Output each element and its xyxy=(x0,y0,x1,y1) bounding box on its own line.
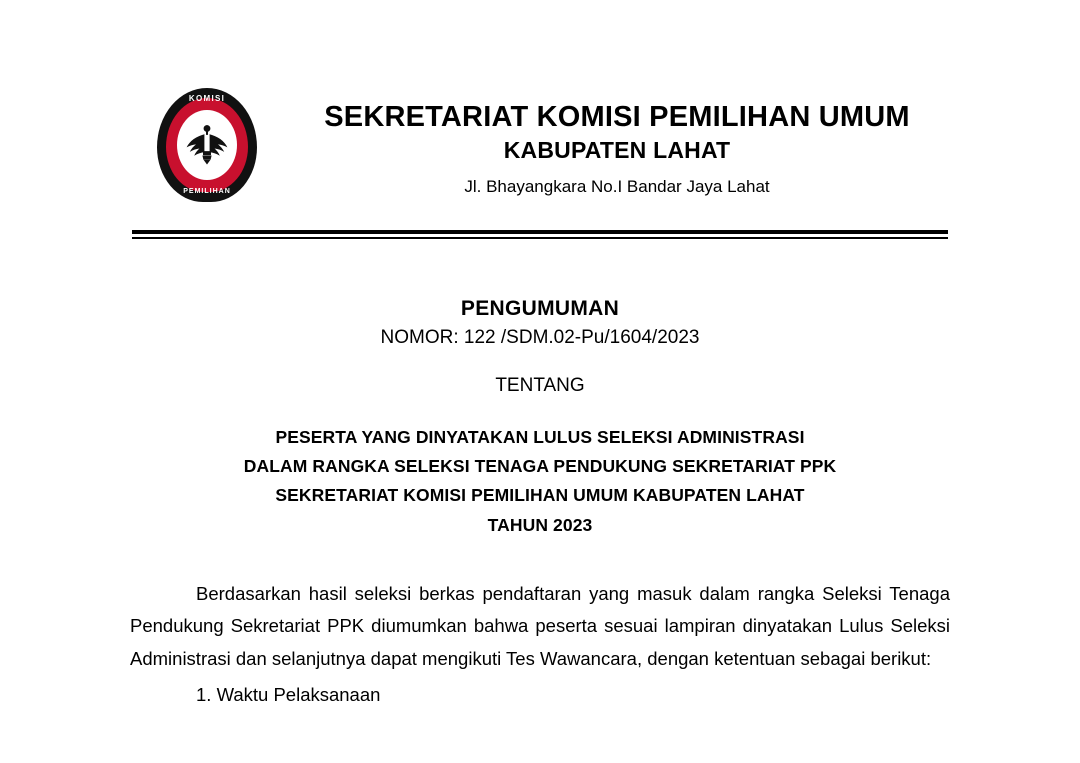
page-title: PENGUMUMAN xyxy=(460,296,620,320)
document-number: NOMOR: 122 /SDM.02-Pu/1604/2023 xyxy=(380,326,700,348)
body-paragraph: Berdasarkan hasil seleksi berkas pendaftaran yang masuk dalam rangka Seleksi Tenaga Pendukung Sekretariat PPK diumumkan bahwa peserta sesuai lampiran dinyatakan Lulus Seleksi Administrasi dan selanjutnya dapat mengikuti Tes Wawancara, dengan ketentuan sebagai berikut: xyxy=(130,583,950,669)
divider-thick-line xyxy=(132,230,948,234)
logo-bottom-text: PEMILIHAN xyxy=(183,188,231,195)
kpu-logo-icon xyxy=(157,88,257,202)
subject-block xyxy=(0,423,1080,541)
letterhead-divider xyxy=(132,230,948,239)
garuda-icon xyxy=(184,122,230,166)
divider-thin-line xyxy=(132,237,948,239)
letterhead-text xyxy=(282,88,1080,200)
organization-name: SEKRETARIAT KOMISI PEMILIHAN UMUM xyxy=(324,101,910,133)
subject-line-2: DALAM RANGKA SELEKSI TENAGA PENDUKUNG SEKRETARIAT PPK xyxy=(243,455,837,476)
list-item: 1. Waktu Pelaksanaan xyxy=(196,684,381,706)
announcement-title-block xyxy=(0,297,1080,541)
logo-container xyxy=(0,88,282,202)
logo-top-text: KOMISI xyxy=(188,94,226,103)
about-label: TENTANG xyxy=(495,374,585,396)
subject-line-4: TAHUN 2023 xyxy=(487,514,593,535)
organization-address: Jl. Bhayangkara No.I Bandar Jaya Lahat xyxy=(464,177,770,197)
subject-line-3: SEKRETARIAT KOMISI PEMILIHAN UMUM KABUPATEN LAHAT xyxy=(275,485,805,506)
organization-region: KABUPATEN LAHAT xyxy=(503,137,731,164)
body-content xyxy=(130,578,950,712)
letterhead xyxy=(0,0,1080,202)
clause-list xyxy=(130,679,950,711)
subject-line-1: PESERTA YANG DINYATAKAN LULUS SELEKSI ADMINISTRASI xyxy=(275,426,805,447)
